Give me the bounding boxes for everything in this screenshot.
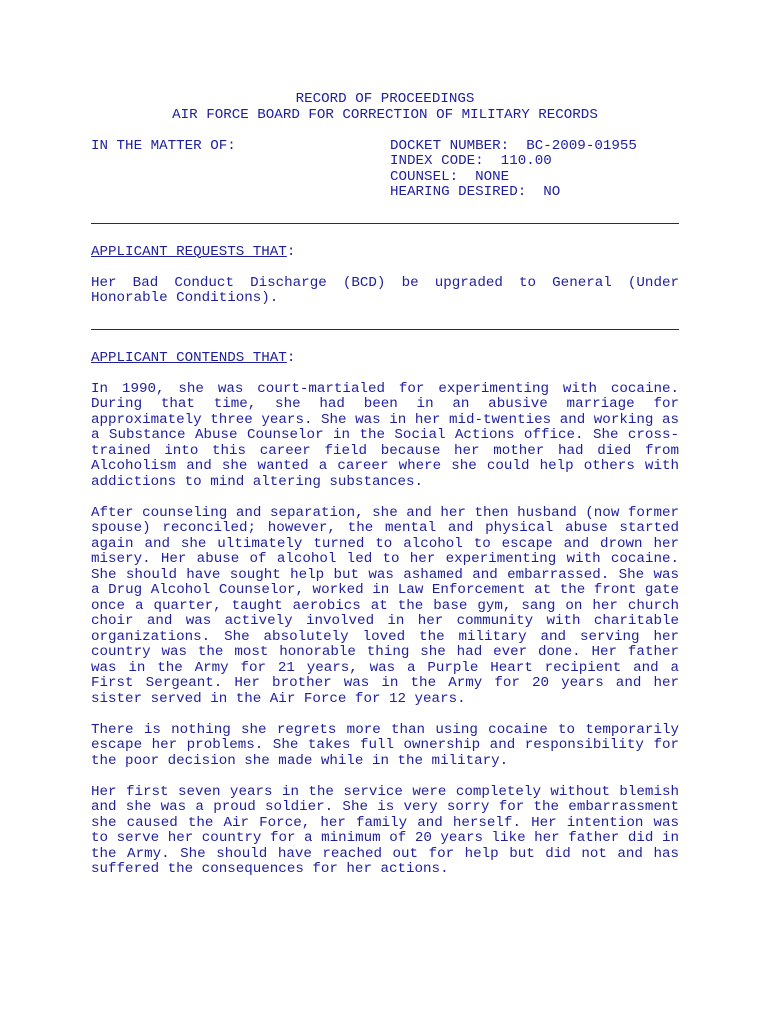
divider-1 xyxy=(91,223,679,224)
matter-label: IN THE MATTER OF: xyxy=(91,137,236,154)
docket-info xyxy=(390,139,637,201)
document-title: RECORD OF PROCEEDINGS xyxy=(295,91,475,107)
contends-heading-colon: : xyxy=(286,349,296,366)
matter-block xyxy=(91,139,679,201)
board-name: AIR FORCE BOARD FOR CORRECTION OF MILITARY RECORDS xyxy=(172,106,598,123)
requests-heading-text: APPLICANT REQUESTS THAT xyxy=(91,243,287,260)
requests-paragraph: Her Bad Conduct Discharge (BCD) be upgraded to General (Under Honorable Conditions). xyxy=(91,274,679,306)
docket-number: DOCKET NUMBER: BC-2009-01955 xyxy=(390,137,637,154)
contends-paragraph: In 1990, she was court-martialed for experimenting with cocaine. During that time, she had been in an abusive marriage for approximately three years. She was in her mid-twenties and working as a Substance Abuse Counselor in the Social Actions office. She cross-trained into this career field because her mother had died from Alcoholism and she wanted a career where she could help others with addictions to mind altering substances. xyxy=(91,380,679,490)
requests-heading-colon: : xyxy=(286,243,296,260)
contends-heading xyxy=(91,351,679,367)
divider-2 xyxy=(91,329,679,330)
contends-paragraph: There is nothing she regrets more than using cocaine to temporarily escape her problems. She takes full ownership and responsibility for the poor decision she made while in the military. xyxy=(91,721,679,769)
hearing-desired: HEARING DESIRED: NO xyxy=(390,184,561,200)
counsel: COUNSEL: NONE xyxy=(390,168,510,185)
index-code: INDEX CODE: 110.00 xyxy=(390,153,552,169)
document-page xyxy=(91,92,679,878)
requests-heading xyxy=(91,245,679,261)
contends-heading-text: APPLICANT CONTENDS THAT xyxy=(91,349,287,366)
contends-paragraph: Her first seven years in the service were completely without blemish and she was a proud soldier. She is very sorry for the embarrassment she caused the Air Force, her family and herself. Her intention was to serve her country for a minimum of 20 years like her father did in the Army. She should have reached out for help but did not and has suffered the consequences for her actions. xyxy=(91,783,679,877)
contends-paragraph: After counseling and separation, she and her then husband (now former spouse) reconciled; however, the mental and physical abuse started again and she ultimately turned to alcohol to escape and drown her misery. Her abuse of alcohol led to her experimenting with cocaine. She should have sought help but was ashamed and embarrassed. She was a Drug Alcohol Counselor, worked in Law Enforcement at the front gate once a quarter, taught aerobics at the base gym, sang on her church choir and was actively involved in her community with charitable organizations. She absolutely loved the military and serving her country was the most honorable thing she had ever done. Her father was in the Army for 21 years, was a Purple Heart recipient and a First Sergeant. Her brother was in the Army for 20 years and her sister served in the Air Force for 12 years. xyxy=(91,504,679,707)
